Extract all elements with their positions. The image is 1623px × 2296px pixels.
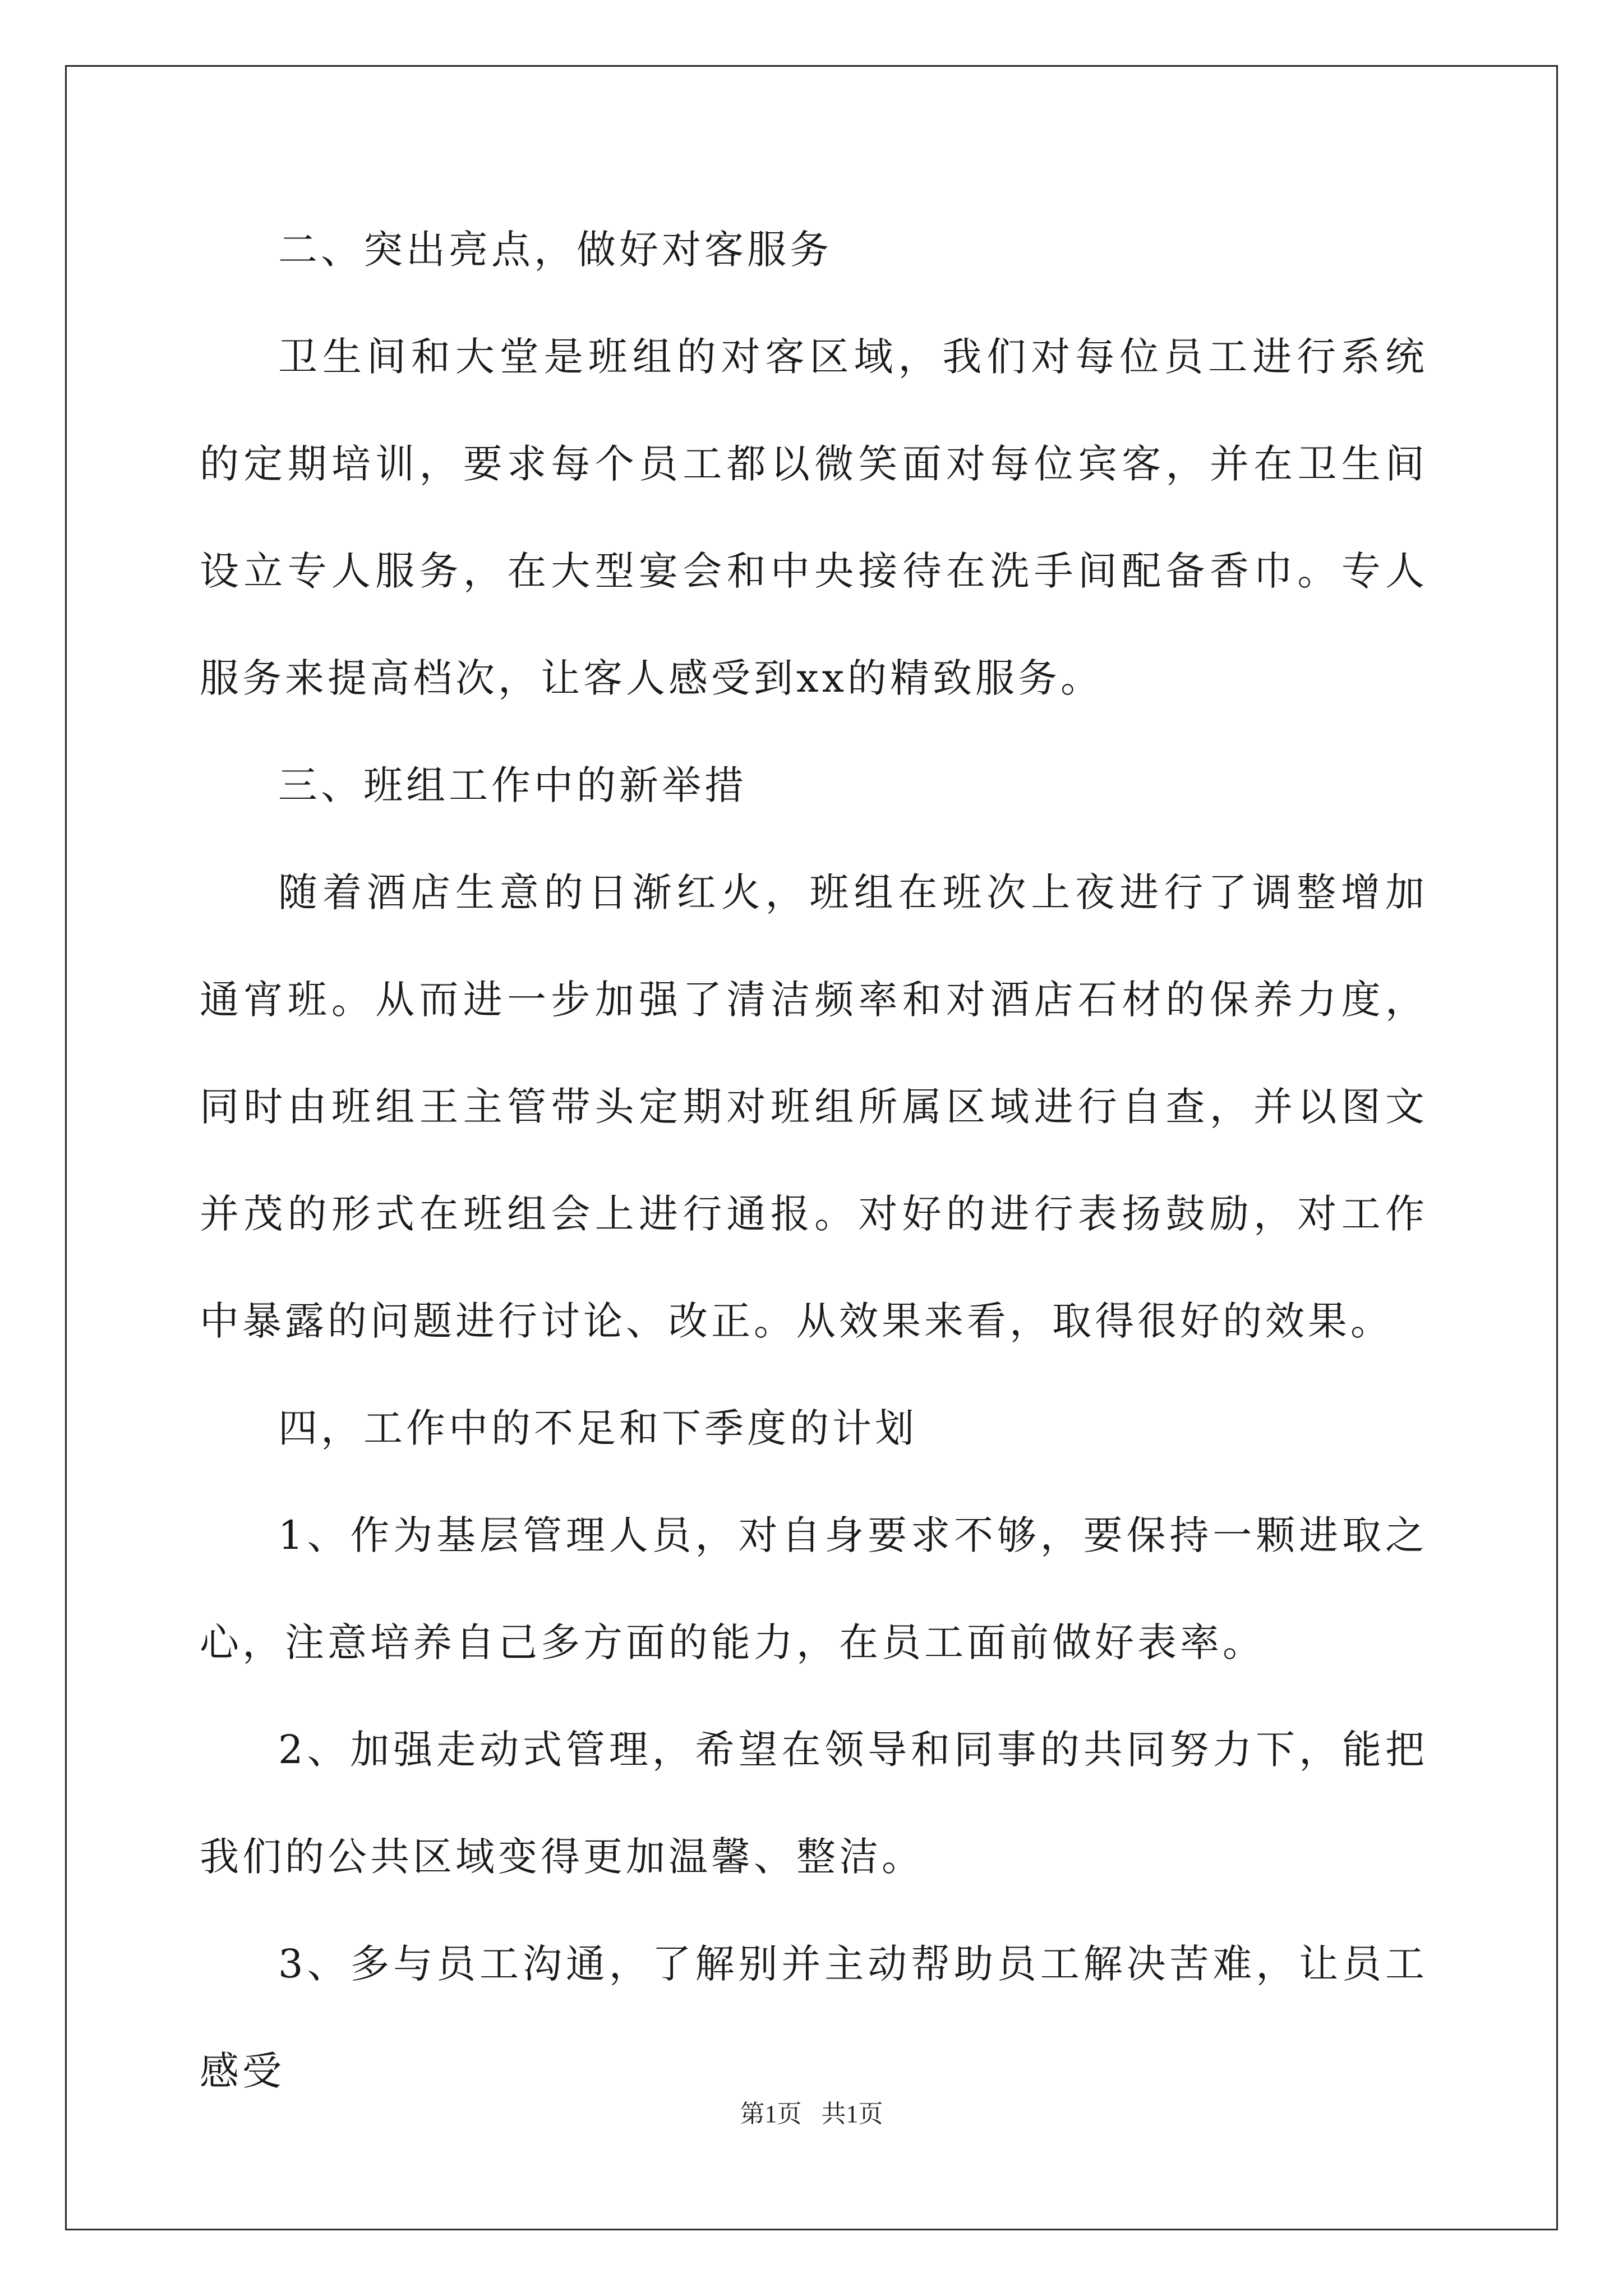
page-total: 共1页 — [821, 2100, 883, 2128]
section-heading-4: 四，工作中的不足和下季度的计划 — [278, 1405, 917, 1451]
section-heading-3: 三、班组工作中的新举措 — [278, 762, 747, 808]
list-item-3: 3、多与员工沟通，了解别并主动帮助员工解决苦难，让员工感受 — [200, 1941, 1428, 2094]
list-item-1: 1、作为基层管理人员，对自身要求不够，要保持一颗进取之心，注意培养自己多方面的能力，在员工面前做好表率。 — [200, 1512, 1428, 1665]
page-number: 第1页 — [740, 2100, 802, 2128]
page-footer — [0, 2093, 1623, 2129]
document-body — [200, 196, 1428, 2125]
list-item-2: 2、加强走动式管理，希望在领导和同事的共同努力下，能把我们的公共区域变得更加温馨、整洁。 — [200, 1727, 1428, 1880]
body-paragraph: 随着酒店生意的日渐红火，班组在班次上夜进行了调整增加通宵班。从而进一步加强了清洁频率和对酒店石材的保养力度，同时由班组王主管带头定期对班组所属区域进行自查，并以图文并茂的形式在班组会上进行通报。对好的进行表扬鼓励，对工作中暴露的问题进行讨论、改正。从效果来看，取得很好的效果。 — [200, 869, 1428, 1344]
body-paragraph: 卫生间和大堂是班组的对客区域，我们对每位员工进行系统的定期培训，要求每个员工都以微笑面对每位宾客，并在卫生间设立专人服务，在大型宴会和中央接待在洗手间配备香巾。专人服务来提高档次，让客人感受到xx的精致服务。 — [200, 334, 1428, 701]
section-heading-2: 二、突出亮点，做好对客服务 — [278, 227, 832, 273]
